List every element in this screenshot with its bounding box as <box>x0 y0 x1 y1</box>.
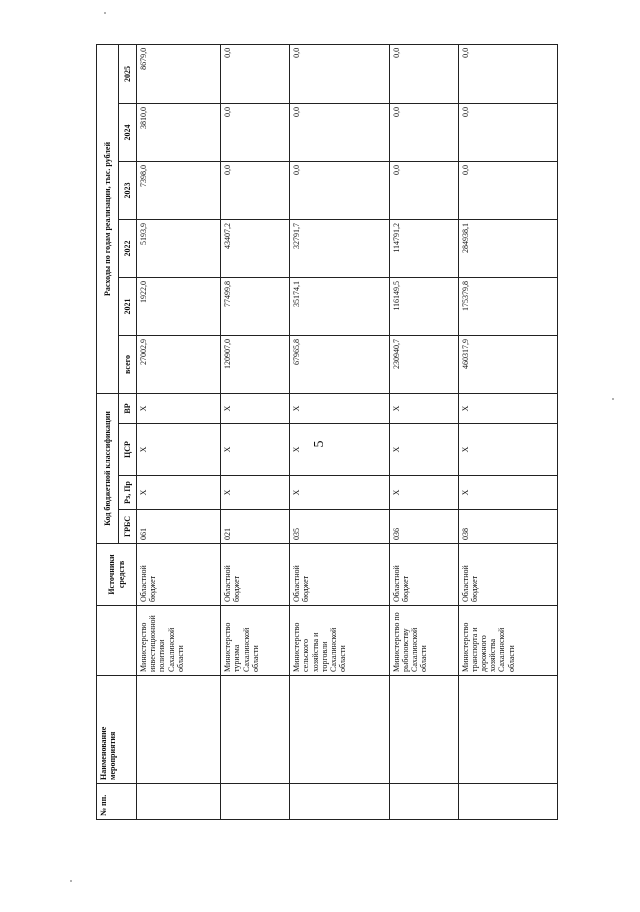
row-vr: X <box>221 393 290 423</box>
header-name: Наименование мероприятия <box>97 676 137 784</box>
row-2021: 175379,8 <box>458 277 557 335</box>
header-total: всего <box>119 335 137 393</box>
row-grbs: 036 <box>389 510 458 544</box>
row-no <box>137 784 221 820</box>
row-ministry: Министерство сельского хозяйства и торговли Сахалинской области <box>290 606 389 676</box>
row-name <box>221 676 290 784</box>
row-total: 120907,0 <box>221 335 290 393</box>
row-2025: 0,0 <box>458 44 557 103</box>
row-2024: 0,0 <box>221 103 290 161</box>
row-vr: X <box>290 393 389 423</box>
budget-table <box>96 44 558 820</box>
row-no <box>458 784 557 820</box>
header-source: Источники средств <box>97 544 137 606</box>
row-vr: X <box>137 393 221 423</box>
row-2021: 1922,0 <box>137 277 221 335</box>
header-rzpr: Рз, Пр <box>119 476 137 510</box>
row-csr: X <box>137 424 221 476</box>
row-2023: 0,0 <box>389 161 458 219</box>
row-name <box>458 676 557 784</box>
row-2023: 7398,0 <box>137 161 221 219</box>
row-2022: 114791,2 <box>389 219 458 277</box>
row-csr: X <box>458 424 557 476</box>
scan-speck <box>612 398 614 400</box>
row-ministry: Министерство транспорта и дорожного хозяйства Сахалинской области <box>458 606 557 676</box>
header-no: № пп. <box>97 784 137 820</box>
row-2024: 0,0 <box>389 103 458 161</box>
row-2023: 0,0 <box>458 161 557 219</box>
header-budget-code: Код бюджетной классификации <box>97 393 119 543</box>
row-2024: 0,0 <box>458 103 557 161</box>
row-2022: 5193,9 <box>137 219 221 277</box>
row-csr: X <box>290 424 389 476</box>
row-csr: X <box>389 424 458 476</box>
scan-speck <box>104 12 106 14</box>
row-total: 67965,8 <box>290 335 389 393</box>
row-vr: X <box>389 393 458 423</box>
table-container <box>96 45 558 820</box>
row-grbs: 021 <box>221 510 290 544</box>
row-2023: 0,0 <box>290 161 389 219</box>
header-grbs: ГРБС <box>119 510 137 544</box>
row-source: Областной бюджет <box>389 544 458 606</box>
row-total: 27002,9 <box>137 335 221 393</box>
row-2021: 116149,5 <box>389 277 458 335</box>
row-csr: X <box>221 424 290 476</box>
table-row <box>221 44 290 819</box>
header-year-2025: 2025 <box>119 44 137 103</box>
row-ministry: Министерство по рыболовству Сахалинской области <box>389 606 458 676</box>
row-2025: 0,0 <box>290 44 389 103</box>
row-2021: 77499,8 <box>221 277 290 335</box>
row-rzpr: X <box>137 476 221 510</box>
row-ministry: Министерство туризма Сахалинской области <box>221 606 290 676</box>
row-no <box>389 784 458 820</box>
header-expenses: Расходы по годам реализации, тыс. рублей <box>97 44 119 393</box>
row-source: Областной бюджет <box>290 544 389 606</box>
row-total: 230940,7 <box>389 335 458 393</box>
header-year-2022: 2022 <box>119 219 137 277</box>
row-grbs: 038 <box>458 510 557 544</box>
row-2022: 284938,1 <box>458 219 557 277</box>
row-2021: 35174,1 <box>290 277 389 335</box>
row-2024: 0,0 <box>290 103 389 161</box>
row-rzpr: X <box>221 476 290 510</box>
table-row <box>458 44 557 819</box>
row-2023: 0,0 <box>221 161 290 219</box>
scan-speck <box>70 880 72 882</box>
table-row <box>389 44 458 819</box>
page-number: 5 <box>312 440 327 448</box>
header-vr: ВР <box>119 393 137 423</box>
row-rzpr: X <box>290 476 389 510</box>
row-name <box>290 676 389 784</box>
row-2022: 32791,7 <box>290 219 389 277</box>
row-rzpr: X <box>389 476 458 510</box>
row-2022: 43407,2 <box>221 219 290 277</box>
row-grbs: 061 <box>137 510 221 544</box>
row-no <box>290 784 389 820</box>
table-row <box>290 44 389 819</box>
row-ministry: Министерство инвестиционной политики Сахалинской области <box>137 606 221 676</box>
row-source: Областной бюджет <box>458 544 557 606</box>
row-vr: X <box>458 393 557 423</box>
row-source: Областной бюджет <box>137 544 221 606</box>
header-year-2023: 2023 <box>119 161 137 219</box>
row-name <box>389 676 458 784</box>
row-source: Областной бюджет <box>221 544 290 606</box>
row-no <box>221 784 290 820</box>
header-ministry-blank <box>97 606 137 676</box>
row-2025: 0,0 <box>389 44 458 103</box>
header-year-2021: 2021 <box>119 277 137 335</box>
row-rzpr: X <box>458 476 557 510</box>
row-2025: 0,0 <box>221 44 290 103</box>
header-csr: ЦСР <box>119 424 137 476</box>
table-row <box>137 44 221 819</box>
row-name <box>137 676 221 784</box>
row-2024: 3810,0 <box>137 103 221 161</box>
row-grbs: 035 <box>290 510 389 544</box>
header-year-2024: 2024 <box>119 103 137 161</box>
row-total: 460317,9 <box>458 335 557 393</box>
row-2025: 8679,0 <box>137 44 221 103</box>
